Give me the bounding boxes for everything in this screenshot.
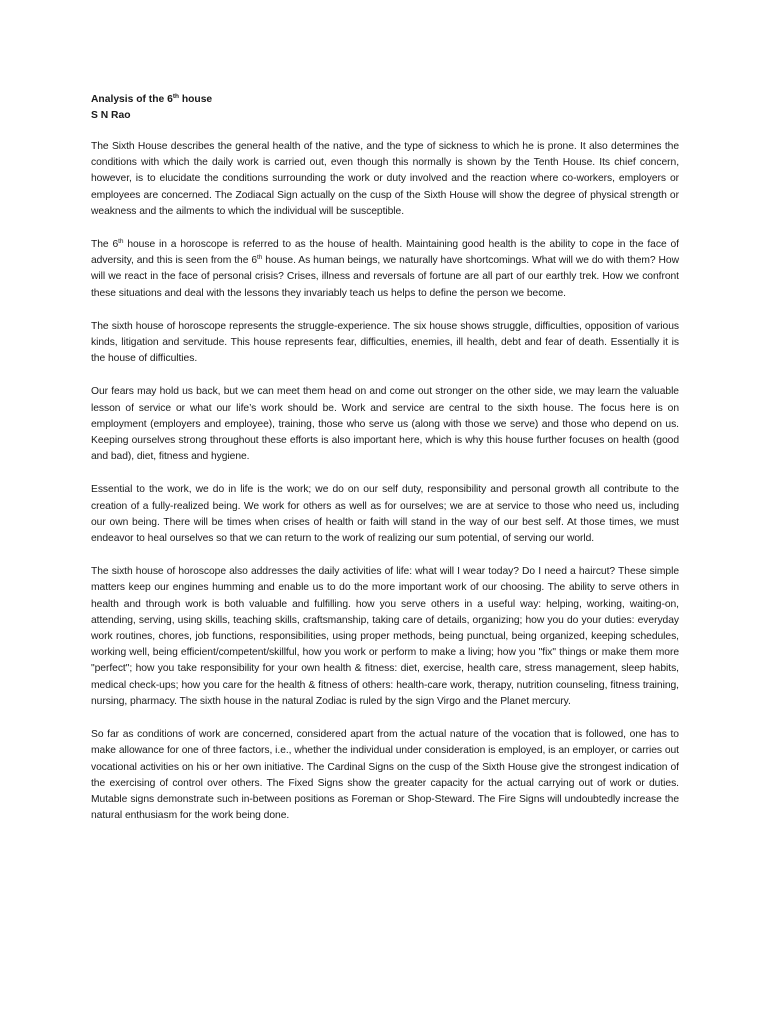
paragraph-2-part-a: The 6 — [91, 239, 119, 251]
paragraph-2 — [91, 237, 679, 302]
paragraph-2-superscript-1: th — [118, 238, 124, 246]
paragraph-2-part-b: house in a horoscope is referred to as the house of health. Maintaining good health is the ability to cope in the face of adversity, and this is seen from the 6 — [91, 239, 679, 267]
paragraph-6: The sixth house of horoscope also addresses the daily activities of life: what will I wear today? Do I need a haircut? These simple matters keep our engines humming and enable us to do the more important work of our choosing. The ability to serve others in health and through work is both valuable and fulfilling. how you serve others in a useful way: helping, working, waiting-on, attending, serving, using skills, teaching skills, craftsmanship, taking care of details, organizing; how you do your duties: everyday work routines, chores, job functions, responsibilities, using proper methods, being punctual, being organized, keeping schedules, working well, being efficient/competent/skillful, how you work or perform to make a living; how you "fix" things or make them more "perfect"; how you take responsibility for your own health & fitness: diet, exercise, health care, stress management, sleep habits, medical check-ups; how you care for the health & fitness of others: health-care work, therapy, nutrition counseling, fitness training, nursing, pharmacy. The sixth house in the natural Zodiac is ruled by the sign Virgo and the Planet mercury. — [91, 566, 679, 707]
paragraph-4: Our fears may hold us back, but we can meet them head on and come out stronger on the other side, we may learn the valuable lesson of service or what our life’s work should be. Work and service are central to the sixth house. The focus here is on employment (employers and employee), training, those who serve us (along with those we serve) and those who depend on us. Keeping ourselves strong throughout these efforts is also important here, which is why this house further focuses on health (good and bad), diet, fitness and hygiene. — [91, 386, 679, 463]
document-title — [91, 92, 679, 108]
document-author: S N Rao — [91, 110, 131, 121]
paragraph-1: The Sixth House describes the general health of the native, and the type of sickness to which he is prone. It also determines the conditions with which the daily work is carried out, even though this normally is shown by the Tenth House. Its chief concern, however, is to elucidate the conditions surrounding the work or duty involved and the reaction where co-workers, employers or employees are concerned. The Zodiacal Sign actually on the cusp of the Sixth House will show the degree of physical strength or weakness and the ailments to which the individual will be susceptible. — [91, 141, 679, 217]
paragraph-7: So far as conditions of work are concerned, considered apart from the actual nature of the vocation that is followed, one has to make allowance for one of three factors, i.e., whether the individual under consideration is employed, is an employer, or carries out vocational activities on his or her own initiative. The Cardinal Signs on the cusp of the Sixth House give the strongest indication of the exercising of control over others. The Fixed Signs show the greater capacity for the actual carrying out of work or duties. Mutable signs demonstrate such in-between positions as Foreman or Shop-Steward. The Fire Signs will undoubtedly increase the natural enthusiasm for the work being done. — [91, 729, 679, 822]
document-page — [91, 92, 679, 841]
title-text: Analysis of the 6 — [91, 94, 173, 105]
paragraph-3: The sixth house of horoscope represents the struggle-experience. The six house shows struggle, difficulties, opposition of various kinds, litigation and servitude. This house represents fear, difficulties, enemies, ill health, debt and fear of death. Essentially it is the house of difficulties. — [91, 320, 679, 365]
paragraph-5: Essential to the work, we do in life is the work; we do on our self duty, responsibility and personal growth all contribute to the creation of a fully-realized being. We work for others as well as for ourselves; we are at service to those who need us, including our own being. There will be times when crises of health or faith will stand in the way of our best self. At those times, we must endeavor to heal ourselves so that we can return to the work of realizing our sum potential, of serving our world. — [91, 484, 679, 545]
paragraph-2-superscript-2: th — [257, 254, 263, 262]
paragraph-2-part-c: house. As human beings, we naturally have shortcomings. What will we do with them? How will we react in the face of personal crisis? Crises, illness and reversals of fortune are all part of our earthly trek. How we confront these situations and deal with the lessons they invariably teach us helps to define the person we become. — [91, 255, 679, 299]
title-suffix: house — [178, 94, 213, 105]
title-superscript: th — [172, 93, 179, 100]
